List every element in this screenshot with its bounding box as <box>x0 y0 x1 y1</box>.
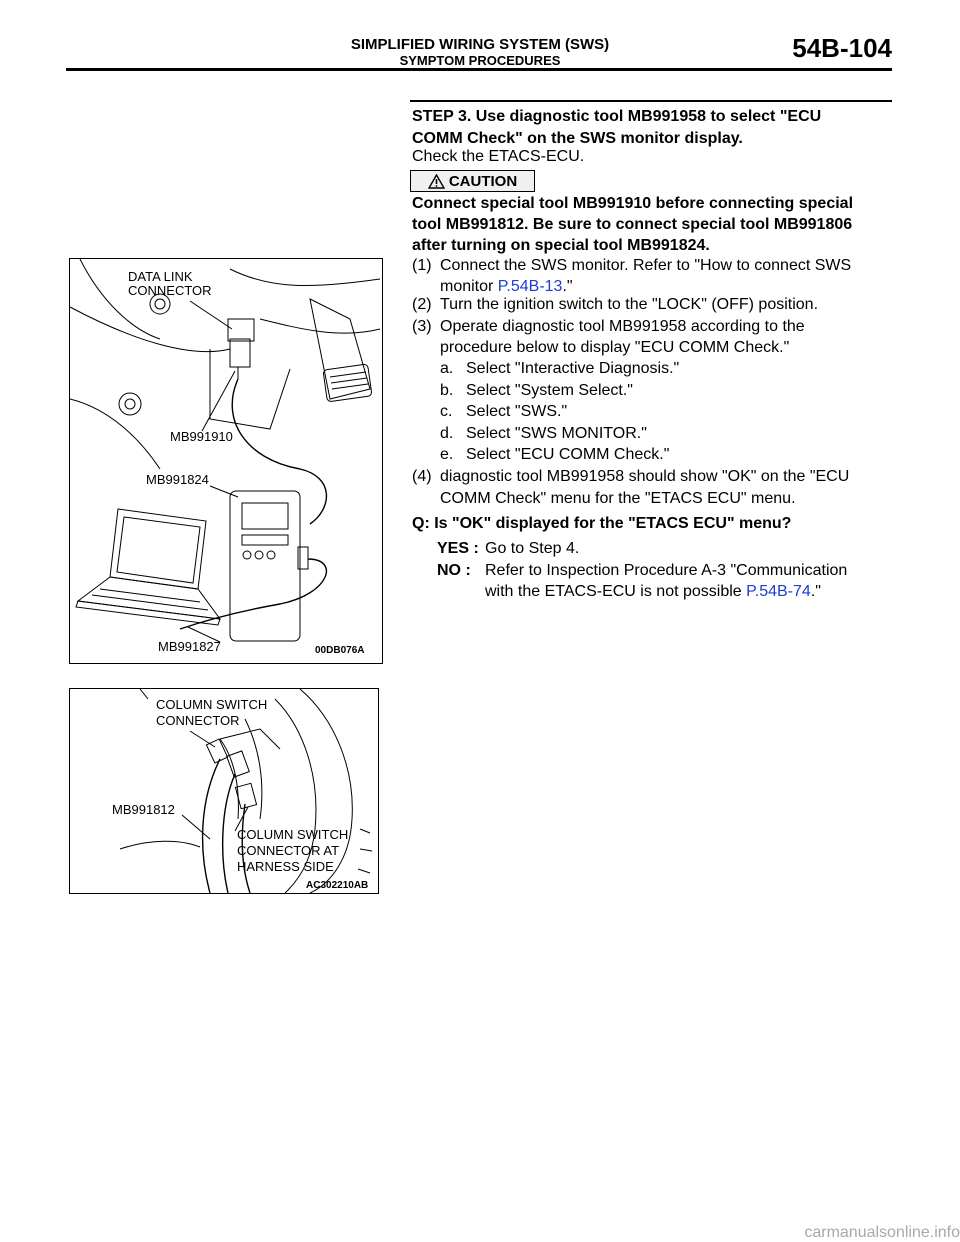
answer-yes-text: Go to Step 4. <box>485 540 580 557</box>
proc-1-line2: monitor P.54B-13." <box>440 278 573 295</box>
laptop-base <box>76 601 220 625</box>
question-text: Q: Is "OK" displayed for the "ETACS ECU" menu? <box>412 515 792 532</box>
step-heading-line1: STEP 3. Use diagnostic tool MB991958 to select "ECU <box>412 108 822 125</box>
sub-b-text: Select "System Select." <box>466 382 633 399</box>
dlc-connector <box>228 319 254 341</box>
label-mb991827: MB991827 <box>158 639 221 654</box>
proc-3-line1: Operate diagnostic tool MB991958 according to the <box>440 318 805 335</box>
section-title: SIMPLIFIED WIRING SYSTEM (SWS) <box>350 36 610 53</box>
sub-c-text: Select "SWS." <box>466 403 568 420</box>
label-column-switch-2: CONNECTOR <box>156 713 240 728</box>
label-data-link-1: DATA LINK <box>128 269 193 284</box>
mb991910-plug <box>230 339 250 367</box>
column-switch-connector <box>206 739 227 763</box>
mb991824-button <box>267 551 275 559</box>
pedal-rib <box>332 384 368 389</box>
mb991812-adapter <box>227 751 250 777</box>
mb991824-screen <box>242 503 288 529</box>
harness-cable <box>203 759 220 893</box>
proc-2-text: Turn the ignition switch to the "LOCK" (OFF) position. <box>440 296 819 313</box>
proc-4-num: (4) <box>412 468 432 485</box>
dash-line <box>230 269 380 286</box>
label-harness-2: CONNECTOR AT <box>237 843 340 858</box>
caution-line2: tool MB991812. Be sure to connect special tool MB991806 <box>412 216 853 233</box>
answer-yes-label: YES : <box>437 540 479 557</box>
pedal-rib <box>330 372 366 377</box>
step-check-text: Check the ETACS-ECU. <box>412 148 585 165</box>
caution-badge <box>410 170 535 192</box>
sub-d-letter: d. <box>440 425 454 442</box>
step-heading-line2: COMM Check" on the SWS monitor display. <box>412 130 743 147</box>
pedal-rib <box>331 378 367 383</box>
sub-b-letter: b. <box>440 382 454 399</box>
section-subtitle: SYMPTOM PROCEDURES <box>399 53 561 68</box>
mb991824-button <box>255 551 263 559</box>
ref-link-54b-13[interactable]: P.54B-13 <box>497 278 563 295</box>
leader-line <box>190 731 215 747</box>
figure-code-2: AC302210AB <box>306 880 369 891</box>
label-mb991812: MB991812 <box>112 802 175 817</box>
dash-circle <box>119 393 141 415</box>
label-harness-3: HARNESS SIDE <box>237 859 334 874</box>
watermark: carmanualsonline.info <box>804 1224 960 1241</box>
sub-a-letter: a. <box>440 360 454 377</box>
mb991824-device <box>230 491 300 641</box>
header-rule <box>66 68 892 71</box>
laptop-key-row <box>92 595 208 610</box>
proc-1-num: (1) <box>412 257 432 274</box>
dash-panel <box>310 299 370 399</box>
caution-label: CAUTION <box>448 172 518 190</box>
laptop-screen <box>117 517 200 583</box>
answer-no-line1: Refer to Inspection Procedure A-3 "Communication <box>485 562 848 579</box>
page-number: 54B-104 <box>792 33 892 63</box>
dash-line <box>70 399 160 469</box>
sub-e-text: Select "ECU COMM Check." <box>466 446 670 463</box>
leader-line <box>182 815 210 839</box>
dash-circle <box>125 399 135 409</box>
mb991824-button <box>243 551 251 559</box>
proc-3-line2: procedure below to display "ECU COMM Check." <box>440 339 790 356</box>
warning-triangle-icon <box>428 174 445 189</box>
column-body <box>220 729 280 749</box>
sub-c-letter: c. <box>440 403 453 420</box>
dash-circle <box>155 299 165 309</box>
proc-1-line1: Connect the SWS monitor. Refer to "How to connect SWS <box>440 257 852 274</box>
column-body <box>245 719 262 819</box>
label-data-link-2: CONNECTOR <box>128 283 212 298</box>
leader-line <box>190 301 232 329</box>
figure-diagnostic-connection <box>69 258 383 664</box>
harness-cable <box>223 774 235 893</box>
trim-tick <box>358 869 370 873</box>
figure-column-switch-connection <box>69 688 379 894</box>
trim-tick <box>360 829 370 833</box>
laptop-key-row <box>100 589 200 602</box>
figure-code-1: 00DB076A <box>315 645 365 656</box>
label-harness-1: COLUMN SWITCH <box>237 827 349 842</box>
caution-line1: Connect special tool MB991910 before connecting special <box>412 195 854 212</box>
answer-no-line2: with the ETACS-ECU is not possible P.54B-74." <box>485 583 821 600</box>
ref-link-54b-74[interactable]: P.54B-74 <box>746 583 811 600</box>
sub-d-text: Select "SWS MONITOR." <box>466 425 647 442</box>
proc-4-line2: COMM Check" menu for the "ETACS ECU" menu. <box>440 490 796 507</box>
proc-4-line1: diagnostic tool MB991958 should show "OK" on the "ECU <box>440 468 850 485</box>
step-rule <box>410 100 892 102</box>
figure-column-switch-drawing <box>70 689 378 893</box>
proc-2-num: (2) <box>412 296 432 313</box>
trim-line <box>120 841 200 849</box>
dash-line <box>70 307 230 352</box>
sub-a-text: Select "Interactive Diagnosis." <box>466 360 680 377</box>
caution-line3: after turning on special tool MB991824. <box>412 237 710 254</box>
dash-line <box>260 319 380 333</box>
label-mb991910: MB991910 <box>170 429 233 444</box>
trim-tick <box>140 689 148 699</box>
proc-3-num: (3) <box>412 318 432 335</box>
column-body <box>220 739 238 819</box>
answer-no-label: NO : <box>437 562 471 579</box>
trim-tick <box>360 849 372 851</box>
figure-diagnostic-connection-drawing <box>70 259 382 663</box>
sub-e-letter: e. <box>440 446 454 463</box>
label-mb991824: MB991824 <box>146 472 209 487</box>
label-column-switch-1: COLUMN SWITCH <box>156 697 268 712</box>
mb991824-slot <box>242 535 288 545</box>
